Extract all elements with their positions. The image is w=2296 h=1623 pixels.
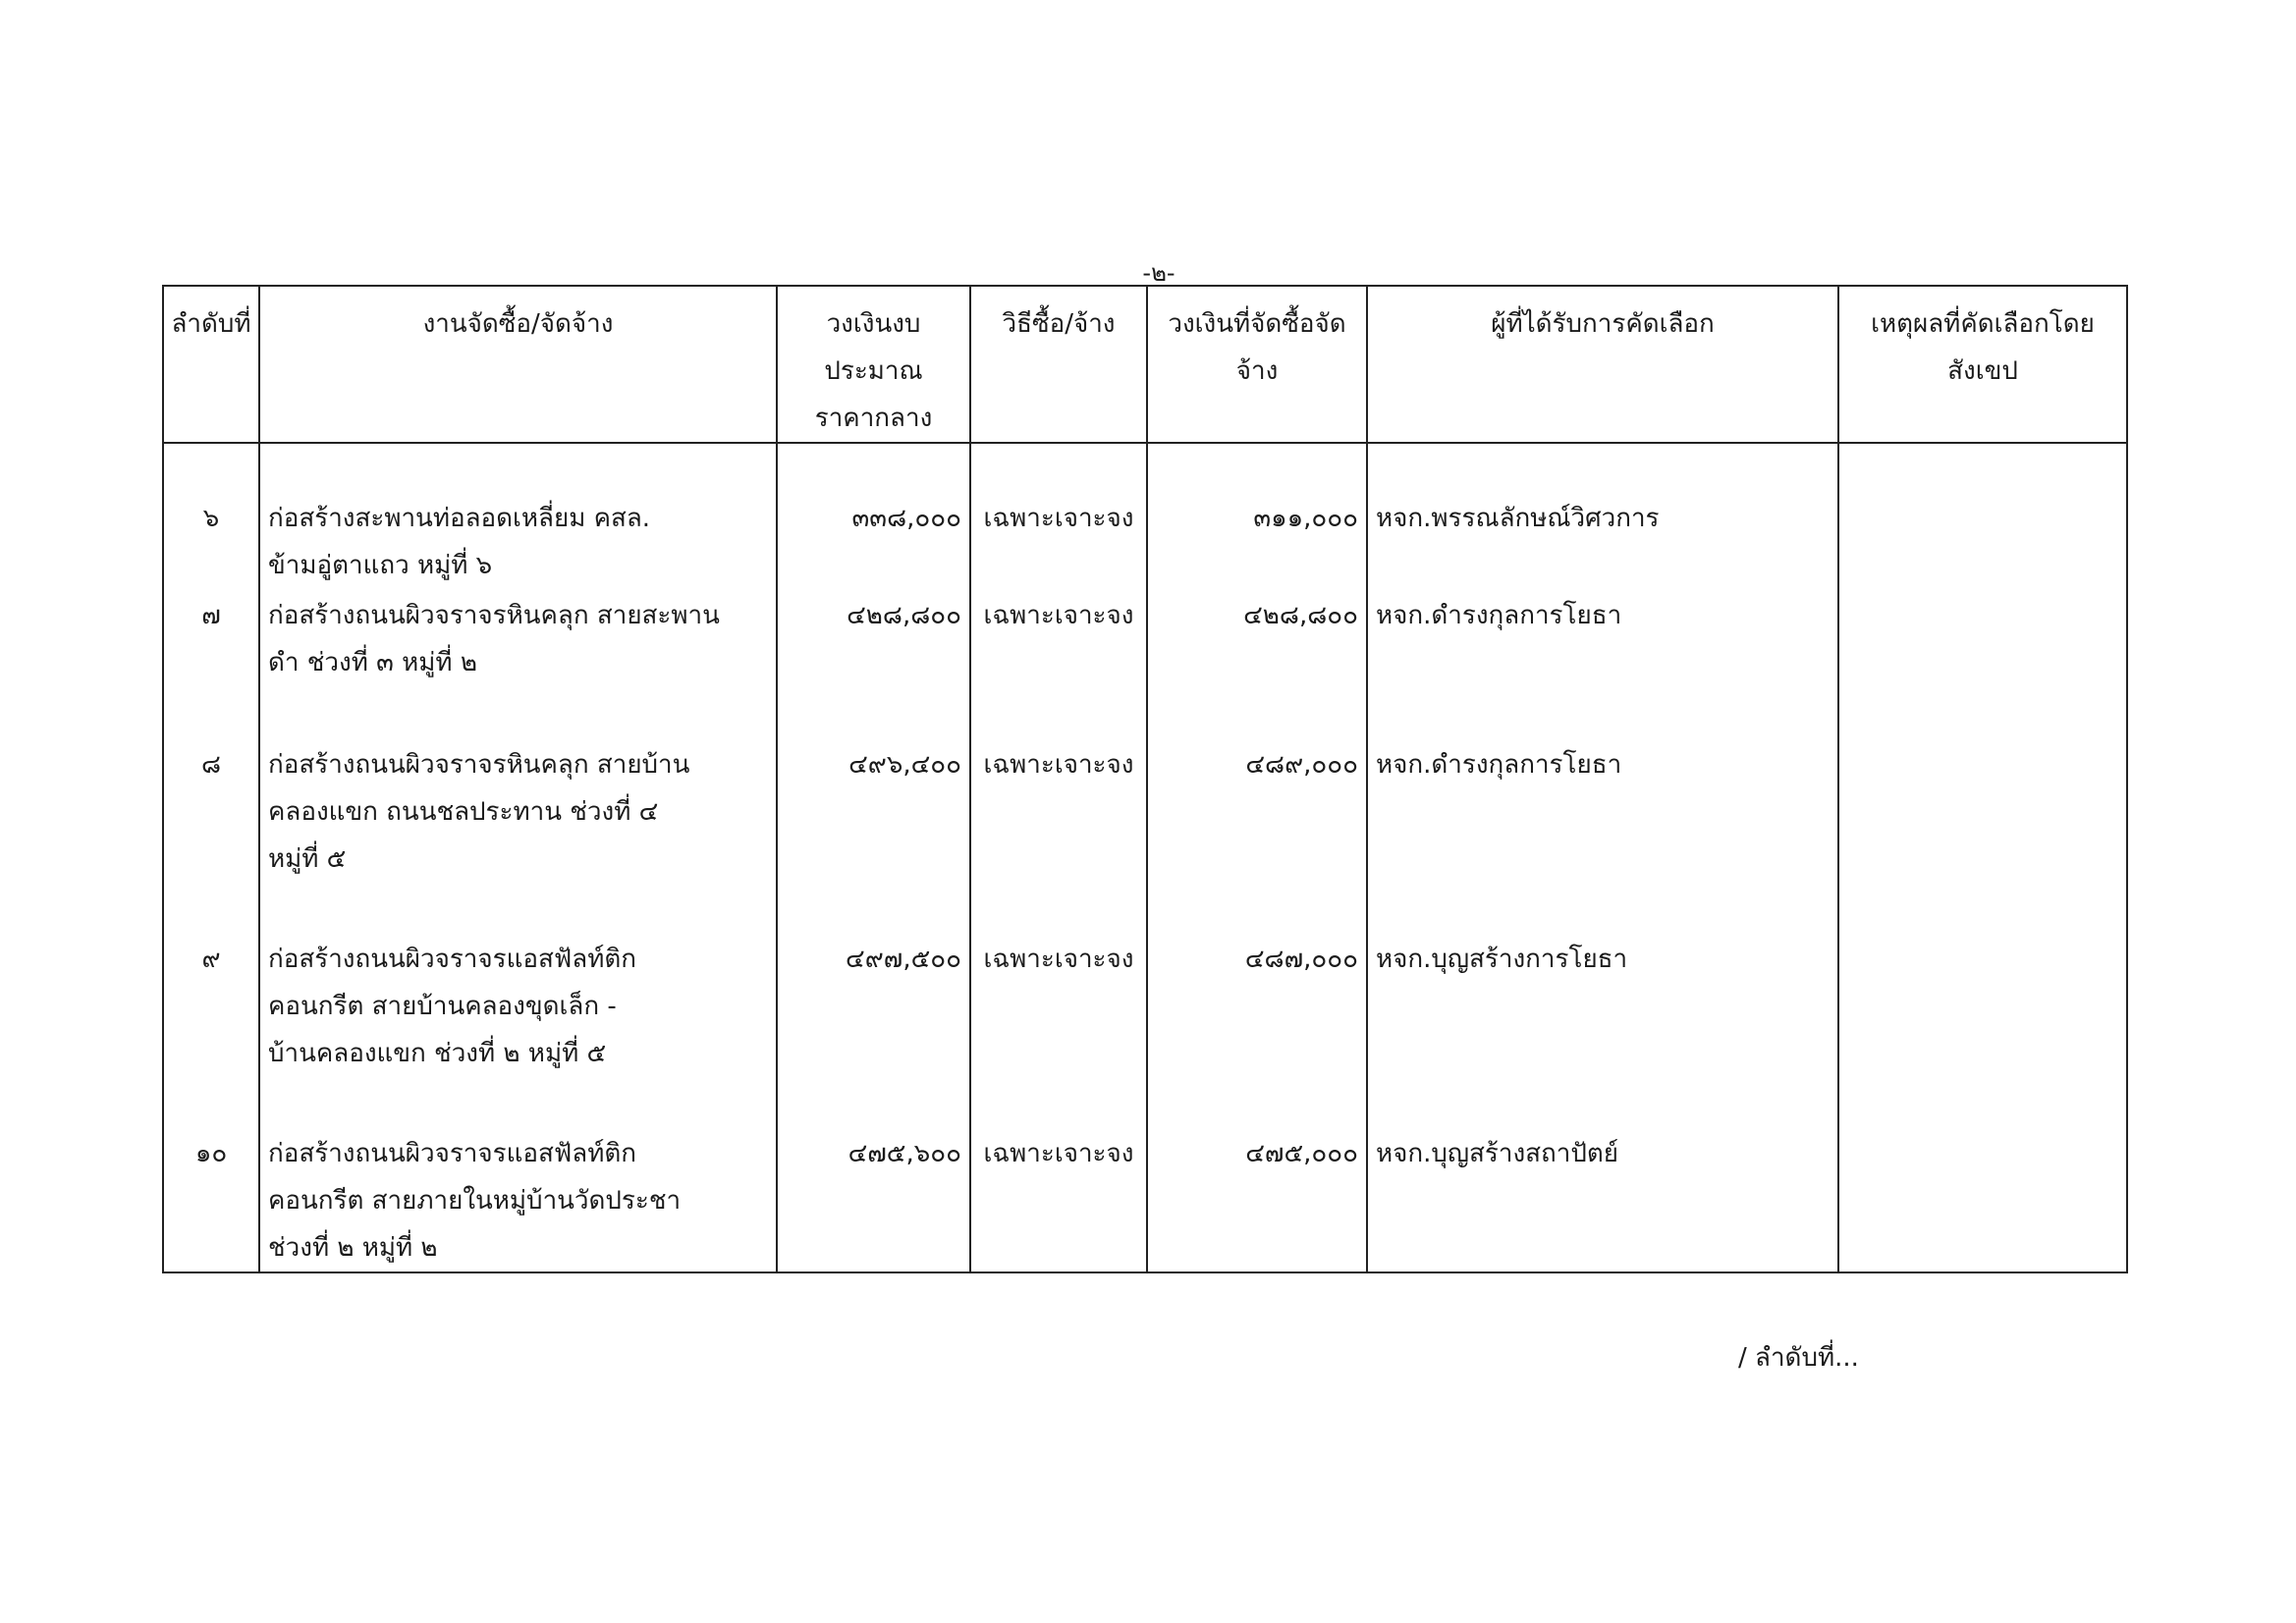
table-row <box>163 592 2127 741</box>
row-item-line: บ้านคลองแขก ช่วงที่ ๒ หมู่ที่ ๕ <box>268 1039 607 1068</box>
row-winner: หจก.บุญสร้างสถาปัตย์ <box>1367 1130 1838 1272</box>
row-item-line: คลองแขก ถนนชลประทาน ช่วงที่ ๔ <box>268 797 659 827</box>
row-amount: ๔๘๗,๐๐๐ <box>1147 936 1367 1130</box>
row-method: เฉพาะเจาะจง <box>970 936 1147 1130</box>
row-no: ๘ <box>163 741 259 936</box>
row-item <box>259 443 777 592</box>
row-method: เฉพาะเจาะจง <box>970 592 1147 741</box>
row-item-line: คอนกรีต สายบ้านคลองขุดเล็ก - <box>268 992 617 1021</box>
header-no: ลำดับที่ <box>163 286 259 443</box>
header-budget-line1: วงเงินงบประมาณ <box>824 309 923 386</box>
row-budget: ๓๓๘,๐๐๐ <box>777 443 970 592</box>
row-item-line: ดำ ช่วงที่ ๓ หมู่ที่ ๒ <box>268 648 477 677</box>
row-item-line: ช่วงที่ ๒ หมู่ที่ ๒ <box>268 1233 438 1263</box>
row-budget: ๔๗๕,๖๐๐ <box>777 1130 970 1272</box>
row-reason <box>1838 741 2127 936</box>
row-no: ๖ <box>163 443 259 592</box>
row-reason <box>1838 1130 2127 1272</box>
row-amount: ๔๗๕,๐๐๐ <box>1147 1130 1367 1272</box>
row-item-line: ข้ามอู่ตาแถว หมู่ที่ ๖ <box>268 551 493 580</box>
header-budget <box>777 286 970 443</box>
row-item-line: ก่อสร้างถนนผิวจราจรแอสฟัลท์ติก <box>268 945 636 974</box>
row-item-line: ก่อสร้างถนนผิวจราจรแอสฟัลท์ติก <box>268 1139 636 1168</box>
row-item <box>259 936 777 1130</box>
page-number: -๒- <box>1142 259 1175 287</box>
row-item <box>259 1130 777 1272</box>
row-method: เฉพาะเจาะจง <box>970 1130 1147 1272</box>
row-item <box>259 592 777 741</box>
header-method: วิธีซื้อ/จ้าง <box>970 286 1147 443</box>
table-row <box>163 936 2127 1130</box>
row-winner: หจก.พรรณลักษณ์วิศวการ <box>1367 443 1838 592</box>
row-item-line: หมู่ที่ ๕ <box>268 844 347 874</box>
row-method: เฉพาะเจาะจง <box>970 443 1147 592</box>
row-winner: หจก.ดำรงกุลการโยธา <box>1367 741 1838 936</box>
header-winner: ผู้ที่ได้รับการคัดเลือก <box>1367 286 1838 443</box>
row-amount: ๔๒๘,๘๐๐ <box>1147 592 1367 741</box>
row-no: ๑๐ <box>163 1130 259 1272</box>
row-no: ๗ <box>163 592 259 741</box>
procurement-table <box>162 285 2128 1273</box>
row-budget: ๔๙๖,๔๐๐ <box>777 741 970 936</box>
row-item-line: ก่อสร้างสะพานท่อลอดเหลี่ยม คสล. <box>268 504 651 533</box>
row-winner: หจก.ดำรงกุลการโยธา <box>1367 592 1838 741</box>
header-amount: วงเงินที่จัดซื้อจัดจ้าง <box>1147 286 1367 443</box>
table-row <box>163 443 2127 592</box>
row-budget: ๔๒๘,๘๐๐ <box>777 592 970 741</box>
continuation-note: / ลำดับที่... <box>1738 1343 1859 1373</box>
row-amount: ๓๑๑,๐๐๐ <box>1147 443 1367 592</box>
table-header-row <box>163 286 2127 443</box>
header-reason: เหตุผลที่คัดเลือกโดยสังเขป <box>1838 286 2127 443</box>
row-reason <box>1838 443 2127 592</box>
row-item-line: คอนกรีต สายภายในหมู่บ้านวัดประชา <box>268 1186 682 1216</box>
row-reason <box>1838 936 2127 1130</box>
row-reason <box>1838 592 2127 741</box>
header-budget-line2: ราคากลาง <box>814 404 933 433</box>
row-item-line: ก่อสร้างถนนผิวจราจรหินคลุก สายสะพาน <box>268 601 720 630</box>
row-method: เฉพาะเจาะจง <box>970 741 1147 936</box>
row-item-line: ก่อสร้างถนนผิวจราจรหินคลุก สายบ้าน <box>268 750 690 780</box>
header-item: งานจัดซื้อ/จัดจ้าง <box>259 286 777 443</box>
row-no: ๙ <box>163 936 259 1130</box>
row-winner: หจก.บุญสร้างการโยธา <box>1367 936 1838 1130</box>
row-budget: ๔๙๗,๕๐๐ <box>777 936 970 1130</box>
table-row <box>163 1130 2127 1272</box>
row-amount: ๔๘๙,๐๐๐ <box>1147 741 1367 936</box>
row-item <box>259 741 777 936</box>
table-row <box>163 741 2127 936</box>
